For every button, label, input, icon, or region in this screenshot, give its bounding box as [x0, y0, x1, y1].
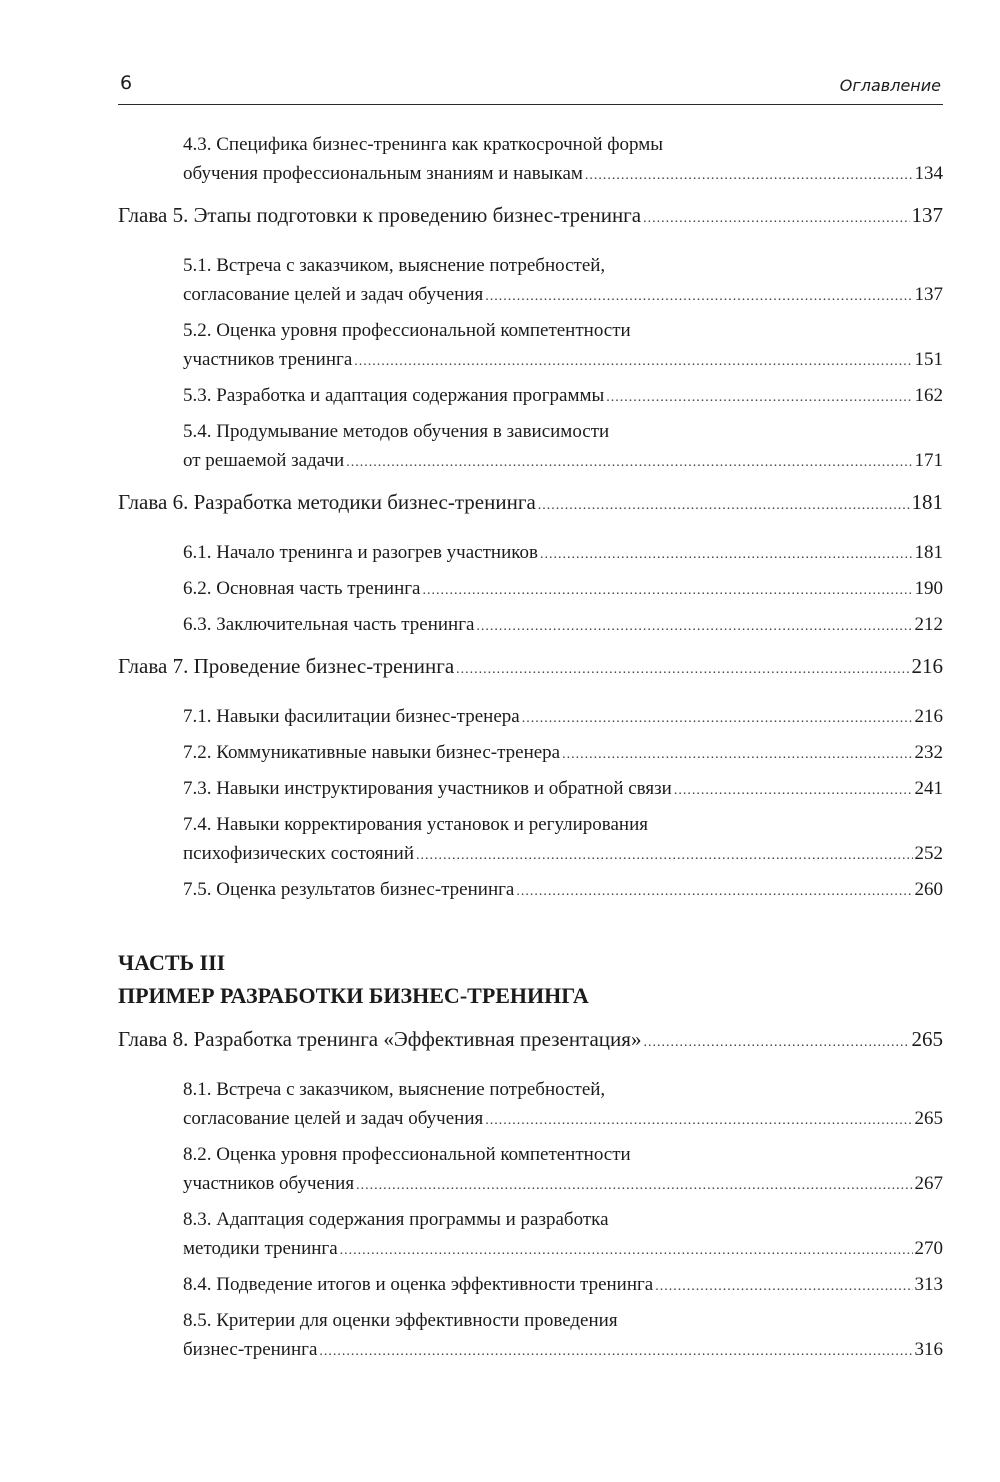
toc-section-entry[interactable] — [118, 417, 943, 475]
dot-leader — [643, 1035, 909, 1051]
part-title: ПРИМЕР РАЗРАБОТКИ БИЗНЕС-ТРЕНИНГА — [118, 983, 589, 1008]
section-title: 7.3. Навыки инструктирования участников и обратной связи — [183, 778, 672, 799]
dot-leader — [562, 740, 912, 769]
toc-entry-line — [183, 839, 943, 868]
toc-section-entry[interactable] — [118, 1306, 943, 1364]
section-title-first-line: 7.4. Навыки корректирования установок и регулирования — [183, 814, 648, 835]
section-title: согласование целей и задач обучения — [183, 1108, 484, 1129]
section-title: методики тренинга — [183, 1238, 338, 1259]
toc-section-entry[interactable] — [118, 574, 943, 603]
page-ref: 260 — [914, 879, 943, 900]
section-title-first-line: 5.2. Оценка уровня профессиональной компетентности — [183, 320, 631, 341]
page-ref: 162 — [914, 385, 943, 406]
toc-section-entry[interactable] — [118, 610, 943, 639]
dot-leader — [485, 1106, 912, 1135]
section-title-first-line: 8.2. Оценка уровня профессиональной компетентности — [183, 1144, 631, 1165]
toc-entry-line — [183, 702, 943, 731]
dot-leader — [585, 161, 913, 190]
toc-entry-line — [118, 490, 943, 522]
toc-section-entry[interactable] — [118, 738, 943, 767]
page-ref: 313 — [914, 1274, 943, 1295]
chapter-title: Глава 5. Этапы подготовки к проведению бизнес-тренинга — [118, 203, 642, 227]
toc-chapter-entry[interactable] — [118, 203, 943, 235]
chapter-title: Глава 7. Проведение бизнес-тренинга — [118, 654, 455, 678]
table-of-contents — [118, 130, 943, 1371]
dot-leader — [356, 1171, 912, 1200]
page-ref: 212 — [914, 614, 943, 635]
dot-leader — [540, 540, 913, 569]
chapter-title: Глава 6. Разработка методики бизнес-тренинга — [118, 490, 536, 514]
toc-entry-line — [183, 1169, 943, 1198]
toc-entry-line — [118, 654, 943, 686]
section-title: бизнес-тренинга — [183, 1339, 318, 1360]
page-number: 6 — [120, 72, 133, 94]
toc-chapter-entry[interactable] — [118, 490, 943, 522]
running-header — [118, 68, 943, 105]
page-ref: 171 — [914, 450, 943, 471]
page-ref: 316 — [914, 1339, 943, 1360]
dot-leader — [456, 662, 909, 678]
toc-section-entry[interactable] — [118, 774, 943, 803]
section-title-first-line: 5.1. Встреча с заказчиком, выяснение потребностей, — [183, 255, 606, 276]
page-ref: 270 — [914, 1238, 943, 1259]
page-ref: 216 — [914, 706, 943, 727]
toc-section-entry[interactable] — [118, 1075, 943, 1133]
section-title-first-line: 8.5. Критерии для оценки эффективности проведения — [183, 1310, 618, 1331]
page-ref: 267 — [914, 1173, 943, 1194]
toc-entry-line — [183, 159, 943, 188]
section-title: согласование целей и задач обучения — [183, 284, 484, 305]
page-ref: 241 — [914, 778, 943, 799]
dot-leader — [522, 704, 913, 733]
toc-section-entry[interactable] — [118, 810, 943, 868]
section-title-first-line: 8.1. Встреча с заказчиком, выяснение потребностей, — [183, 1079, 606, 1100]
toc-section-entry[interactable] — [118, 702, 943, 731]
dot-leader — [606, 383, 912, 412]
section-title: участников тренинга — [183, 349, 353, 370]
part-heading — [118, 946, 943, 1012]
chapter-title: Глава 8. Разработка тренинга «Эффективная презентация» — [118, 1027, 642, 1051]
toc-entry-line — [183, 446, 943, 475]
section-title: 7.1. Навыки фасилитации бизнес-тренера — [183, 706, 520, 727]
page-ref: 181 — [914, 542, 943, 563]
page-ref: 265 — [914, 1108, 943, 1129]
toc-section-entry[interactable] — [118, 875, 943, 904]
dot-leader — [643, 211, 909, 227]
dot-leader — [674, 776, 913, 805]
toc-section-entry[interactable] — [118, 1205, 943, 1263]
dot-leader — [354, 347, 912, 376]
toc-section-entry[interactable] — [118, 538, 943, 567]
section-title: 6.3. Заключительная часть тренинга — [183, 614, 475, 635]
page-ref: 232 — [914, 742, 943, 763]
section-title: 7.5. Оценка результатов бизнес-тренинга — [183, 879, 515, 900]
toc-entry-line — [183, 610, 943, 639]
toc-section-entry[interactable] — [118, 130, 943, 188]
section-title-first-line: 4.3. Специфика бизнес-тренинга как краткосрочной формы — [183, 134, 664, 155]
dot-leader — [422, 576, 912, 605]
toc-entry-line — [183, 738, 943, 767]
section-title: от решаемой задачи — [183, 450, 345, 471]
toc-chapter-entry[interactable] — [118, 654, 943, 686]
dot-leader — [319, 1337, 912, 1366]
running-title: Оглавление — [839, 76, 941, 95]
page-ref: 265 — [911, 1027, 943, 1051]
dot-leader — [346, 448, 912, 477]
toc-chapter-entry[interactable] — [118, 1027, 943, 1059]
toc-entry-line — [183, 538, 943, 567]
section-title: обучения профессиональным знаниям и навыкам — [183, 163, 583, 184]
page-ref: 137 — [914, 284, 943, 305]
toc-entry-line — [183, 1270, 943, 1299]
toc-entry-line — [183, 574, 943, 603]
toc-section-entry[interactable] — [118, 1140, 943, 1198]
toc-entry-line — [183, 774, 943, 803]
section-title: 8.4. Подведение итогов и оценка эффективности тренинга — [183, 1274, 654, 1295]
dot-leader — [538, 498, 910, 514]
dot-leader — [476, 612, 912, 641]
section-title: 7.2. Коммуникативные навыки бизнес-тренера — [183, 742, 561, 763]
page-ref: 216 — [911, 654, 943, 678]
toc-list-bottom — [118, 1027, 943, 1364]
toc-section-entry[interactable] — [118, 316, 943, 374]
toc-section-entry[interactable] — [118, 1270, 943, 1299]
toc-entry-line — [118, 203, 943, 235]
dot-leader — [655, 1272, 912, 1301]
toc-list-top — [118, 130, 943, 904]
section-title-first-line: 8.3. Адаптация содержания программы и разработка — [183, 1209, 609, 1230]
page-ref: 181 — [911, 490, 943, 514]
page-ref: 190 — [914, 578, 943, 599]
toc-entry-line — [183, 280, 943, 309]
toc-entry-line — [183, 1335, 943, 1364]
page-ref: 151 — [914, 349, 943, 370]
toc-entry-line — [183, 875, 943, 904]
dot-leader — [416, 841, 912, 870]
section-title-first-line: 5.4. Продумывание методов обучения в зависимости — [183, 421, 610, 442]
dot-leader — [340, 1236, 913, 1265]
part-label: ЧАСТЬ III — [118, 950, 226, 975]
toc-section-entry[interactable] — [118, 251, 943, 309]
toc-entry-line — [183, 345, 943, 374]
section-title: участников обучения — [183, 1173, 355, 1194]
page-ref: 252 — [914, 843, 943, 864]
dot-leader — [516, 877, 912, 906]
toc-entry-line — [183, 1104, 943, 1133]
page-ref: 137 — [911, 203, 943, 227]
toc-entry-line — [183, 381, 943, 410]
section-title: психофизических состояний — [183, 843, 415, 864]
toc-entry-line — [183, 1234, 943, 1263]
section-title: 6.2. Основная часть тренинга — [183, 578, 421, 599]
section-title: 6.1. Начало тренинга и разогрев участников — [183, 542, 538, 563]
section-title: 5.3. Разработка и адаптация содержания программы — [183, 385, 605, 406]
page-ref: 134 — [914, 163, 943, 184]
dot-leader — [485, 282, 912, 311]
toc-section-entry[interactable] — [118, 381, 943, 410]
toc-entry-line — [118, 1027, 943, 1059]
